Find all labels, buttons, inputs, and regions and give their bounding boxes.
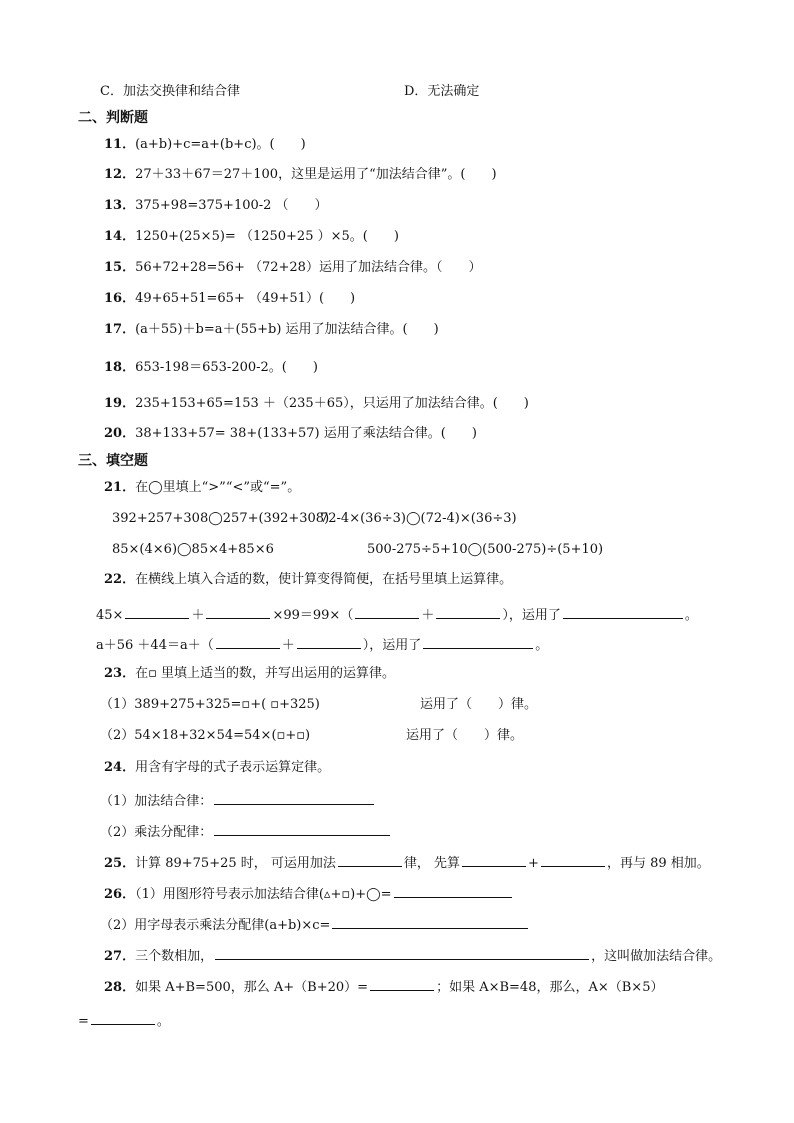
question-number: 13．	[104, 198, 136, 213]
question-number: 23．	[104, 666, 136, 681]
q22-text: 。	[684, 608, 698, 623]
q22-line-1	[96, 604, 698, 625]
question-text: 375+98=375+100-2 （ ）	[135, 198, 328, 213]
question-15	[104, 259, 481, 277]
q28-text: 如果 A+B=500，那么 A+（B+20）=	[135, 980, 369, 995]
q21-item-b: 72-4×(36÷3)◯(72-4)×(36÷3)	[320, 511, 517, 526]
answer-blank[interactable]	[215, 945, 589, 960]
question-number: 18．	[104, 360, 136, 375]
question-14	[104, 228, 399, 246]
question-16	[104, 290, 355, 308]
question-text: 用含有字母的式子表示运算定律。	[135, 760, 331, 775]
question-19	[104, 395, 529, 413]
section-fill-title: 三、填空题	[78, 453, 148, 469]
answer-blank[interactable]	[125, 604, 189, 619]
option-d: D．无法确定	[404, 84, 480, 99]
q22-text: 。	[535, 638, 549, 653]
question-27	[104, 945, 721, 966]
q23-line-2-law: 运用了（ ）律。	[406, 728, 524, 743]
answer-blank[interactable]	[214, 821, 390, 836]
q22-text: ＋	[191, 608, 205, 623]
answer-blank[interactable]	[436, 604, 500, 619]
question-text: 235+153+65=153 ＋（235＋65），只运用了加法结合律。( )	[135, 396, 529, 411]
option-c: C．加法交换律和结合律	[100, 84, 240, 99]
q26-line-2	[100, 914, 530, 935]
question-number: 27．	[104, 949, 136, 964]
question-number: 15．	[104, 260, 136, 275]
question-11	[104, 136, 306, 154]
q27-text: ，这叫做加法结合律。	[591, 949, 722, 964]
question-number: 11．	[104, 137, 136, 152]
q22-text: ），运用了	[502, 608, 561, 623]
answer-blank[interactable]	[370, 976, 434, 991]
question-18	[104, 359, 318, 377]
q24-line-2	[100, 821, 392, 842]
question-21	[104, 479, 300, 497]
question-text: 27＋33＋67＝27＋100，这里是运用了“加法结合律”。( )	[135, 167, 497, 182]
q22-text: ），运用了	[362, 638, 422, 653]
question-text: (a＋55)＋b=a＋(55+b) 运用了加法结合律。( )	[135, 322, 439, 337]
answer-blank[interactable]	[563, 604, 683, 619]
question-number: 12．	[104, 167, 136, 182]
q24-text: （1）加法结合律：	[100, 794, 213, 809]
question-text: 在▫ 里填上适当的数，并写出运用的运算律。	[135, 666, 396, 681]
question-text: 653-198＝653-200-2。( )	[135, 360, 318, 375]
question-text: 56+72+28=56+ （72+28）运用了加法结合律。（ ）	[135, 260, 482, 275]
question-text: 在◯里填上“>”“<”或“=”。	[135, 480, 301, 495]
q26-text: （2）用字母表示乘法分配律(a+b)×c=	[100, 918, 331, 933]
question-13	[104, 197, 328, 215]
question-number: 20．	[104, 426, 136, 441]
question-text: (a+b)+c=a+(b+c)。( )	[135, 137, 306, 152]
answer-blank[interactable]	[91, 1010, 155, 1025]
q28-line-2	[78, 1010, 170, 1031]
q25-text: 计算 89+75+25 时， 可运用加法	[135, 856, 336, 871]
question-number: 28．	[104, 980, 136, 995]
question-26	[104, 883, 514, 904]
question-number: 16．	[104, 291, 136, 306]
q22-text: ＋	[421, 608, 435, 623]
q25-text: 律， 先算	[403, 856, 461, 871]
q21-item-d: 500-275÷5+10◯(500-275)÷(5+10)	[367, 542, 604, 557]
answer-blank[interactable]	[332, 914, 528, 929]
answer-blank[interactable]	[355, 604, 419, 619]
question-number: 22．	[104, 572, 136, 587]
question-17	[104, 321, 439, 339]
question-number: 21．	[104, 480, 136, 495]
q28-text: 。	[156, 1014, 170, 1029]
question-28	[104, 976, 663, 997]
q24-text: （2）乘法分配律：	[100, 825, 213, 840]
question-text: 在横线上填入合适的数，使计算变得简便，在括号里填上运算律。	[135, 572, 513, 587]
question-number: 19．	[104, 396, 136, 411]
question-24	[104, 759, 330, 777]
q23-line-2: （2）54×18+32×54=54×(▫+▫)	[100, 728, 311, 743]
question-12	[104, 166, 497, 184]
section-judge-title: 二、判断题	[78, 110, 148, 126]
q28-text: =	[78, 1014, 89, 1029]
question-number: 26．	[104, 887, 136, 902]
answer-blank[interactable]	[297, 634, 361, 649]
q26-text: （1）用图形符号表示加法结合律(▵+▫)+◯=	[135, 887, 392, 902]
q22-line-2	[96, 634, 548, 655]
q22-text: 45×	[96, 608, 124, 623]
q24-line-1	[100, 790, 376, 811]
question-number: 25．	[104, 856, 136, 871]
answer-blank[interactable]	[541, 852, 605, 867]
q23-line-1: （1）389+275+325=▫+( ▫+325)	[100, 697, 320, 712]
question-22	[104, 571, 512, 589]
answer-blank[interactable]	[206, 604, 270, 619]
q21-item-c: 85×(4×6)◯85×4+85×6	[112, 542, 274, 557]
question-text: 49+65+51=65+ （49+51）( )	[135, 291, 356, 306]
answer-blank[interactable]	[462, 852, 526, 867]
q22-text: ＋	[281, 638, 295, 653]
answer-blank[interactable]	[214, 790, 374, 805]
q27-text: 三个数相加，	[135, 949, 214, 964]
q22-text: ×99＝99×（	[272, 608, 354, 623]
question-20	[104, 425, 477, 443]
answer-blank[interactable]	[423, 634, 533, 649]
q22-text: a＋56 ＋44＝a＋（	[96, 638, 214, 653]
question-number: 17．	[104, 322, 136, 337]
question-text: 38+133+57= 38+(133+57) 运用了乘法结合律。( )	[135, 426, 477, 441]
q23-line-1-law: 运用了（ ）律。	[420, 697, 538, 712]
q25-text: +	[528, 856, 539, 871]
answer-blank[interactable]	[394, 883, 512, 898]
question-text: 1250+(25×5)= （1250+25 ）×5。( )	[135, 229, 399, 244]
question-23	[104, 665, 395, 683]
q25-text: ，再与 89 相加。	[606, 856, 710, 871]
question-number: 24．	[104, 760, 136, 775]
q21-item-a: 392+257+308◯257+(392+308)	[112, 511, 330, 526]
question-number: 14．	[104, 229, 136, 244]
question-25	[104, 852, 710, 873]
q28-text: ；如果 A×B=48，那么，A×（B×5）	[436, 980, 664, 995]
answer-blank[interactable]	[216, 634, 280, 649]
answer-blank[interactable]	[338, 852, 402, 867]
